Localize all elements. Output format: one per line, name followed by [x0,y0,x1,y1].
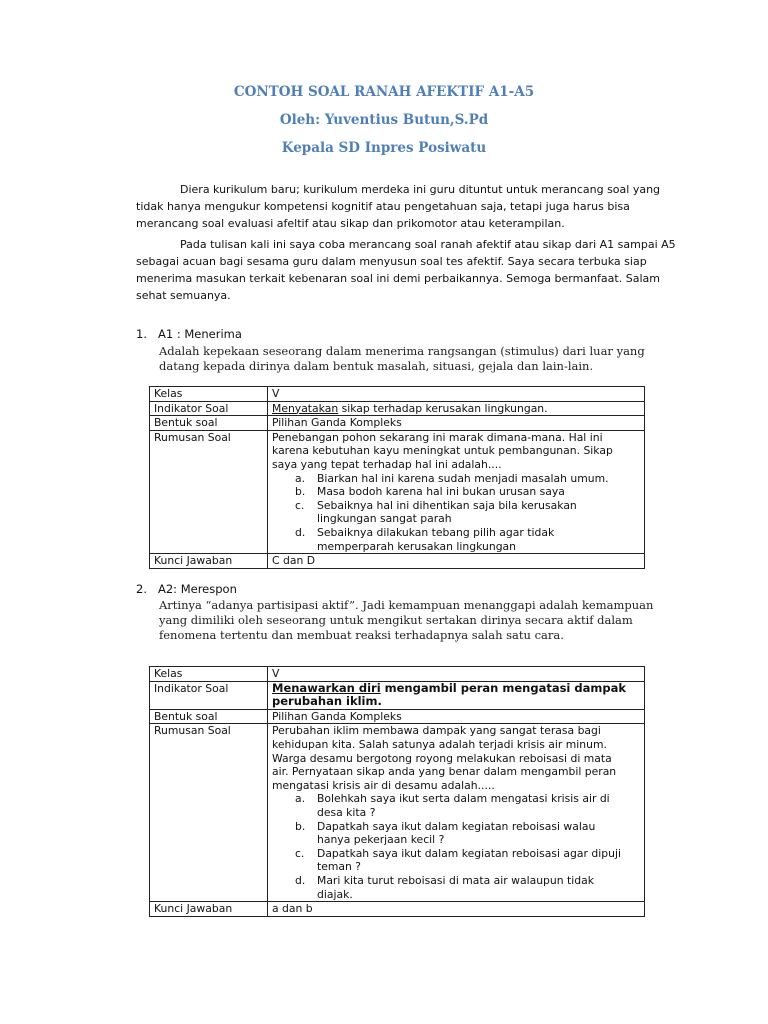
document-title: CONTOH SOAL RANAH AFEKTIF A1-A5 [233,84,535,100]
option-text: Dapatkah saya ikut dalam kegiatan reboisasi agar dipuji [317,846,621,860]
question-line: kehidupan kita. Salah satunya adalah terjadi krisis air minum. [272,737,607,751]
description-line: Adalah kepekaan seseorang dalam menerima rangsangan (stimulus) dari luar yang [159,344,645,358]
option-text: Biarkan hal ini karena sudah menjadi masalah umum. [317,471,609,485]
question-line: Warga desamu bergotong royong melakukan reboisasi di mata [272,751,612,765]
question-line: saya yang tepat terhadap hal ini adalah.... [272,457,502,471]
description-line: yang dimiliki oleh seseorang untuk mengikut sertakan dirinya secara aktif dalam [159,613,633,627]
section-description-a2 [159,598,659,643]
answer-option-c [272,847,640,874]
table-row [150,416,645,431]
option-text: diajak. [317,887,353,901]
kunci-value: C dan D [268,554,645,569]
option-label: b. [295,819,306,833]
kelas-label: Kelas [150,387,268,402]
indikator-text: sikap terhadap kerusakan lingkungan. [338,401,548,415]
table-row [150,401,645,416]
option-text: Sebaiknya hal ini dihentikan saja bila kerusakan [317,498,577,512]
bentuk-label: Bentuk soal [150,709,268,724]
table-row [150,902,645,917]
option-label: c. [295,846,305,860]
table-row [150,681,645,709]
paragraph-line: sehat semuanya. [136,289,231,302]
author-position: Kepala SD Inpres Posiwatu [281,140,487,156]
option-text: Bolehkah saya ikut serta dalam mengatasi krisis air di [317,792,610,806]
description-line: fenomena tertentu dan membuat reaksi terhadapnya salah satu cara. [159,628,564,642]
paragraph-line: Pada tulisan kali ini saya coba merancang soal ranah afektif atau sikap dari A1 sampai A5 [180,238,676,251]
option-text: memperparah kerusakan lingkungan [317,539,517,553]
table-row [150,724,645,902]
section-number: 2. [136,582,147,596]
answer-option-b [272,485,640,499]
option-text: lingkungan sangat parah [317,512,452,526]
option-text: teman ? [317,860,362,874]
intro-paragraph-1 [136,181,661,232]
indikator-text: mengambil peran mengatasi dampak [380,680,626,695]
kunci-label: Kunci Jawaban [150,902,268,917]
indikator-label: Indikator Soal [150,681,268,709]
indikator-verb: Menyatakan [272,401,339,415]
question-line: karena kebutuhan kayu meningkat untuk pembangunan. Sikap [272,444,613,458]
question-line: Penebangan pohon sekarang ini marak dimana-mana. Hal ini [272,430,603,444]
option-text: Sebaiknya dilakukan tebang pilih agar tidak [317,525,555,539]
rumusan-value [268,430,645,553]
kunci-label: Kunci Jawaban [150,554,268,569]
option-label: c. [295,498,305,512]
indikator-text: perubahan iklim. [272,694,382,709]
option-text: Masa bodoh karena hal ini bukan urusan saya [317,485,565,499]
answer-option-a [272,792,640,819]
paragraph-line: Diera kurikulum baru; kurikulum merdeka ini guru dituntut untuk merancang soal yang [180,183,661,196]
answer-option-a [272,472,640,486]
author-line: Oleh: Yuventius Butun,S.Pd [279,112,489,128]
option-text: Mari kita turut reboisasi di mata air walaupun tidak [317,873,594,887]
option-label: d. [295,873,306,887]
answer-option-b [272,820,640,847]
question-line: air. Pernyataan sikap anda yang benar dalam mengambil peran [272,765,617,779]
question-line: Perubahan iklim membawa dampak yang sangat terasa bagi [272,724,601,738]
intro-paragraph-2 [136,236,676,304]
indikator-value [268,681,645,709]
bentuk-value: Pilihan Ganda Kompleks [268,416,645,431]
answer-option-c [272,499,640,526]
kelas-value: V [268,387,645,402]
option-label: d. [295,525,306,539]
paragraph-line: tidak hanya mengukur kompetensi kognitif atau pengetahuan saja, tetapi juga harus bisa [136,200,630,213]
question-table-a2 [149,666,645,917]
option-label: a. [295,792,306,806]
section-number: 1. [136,327,147,341]
kelas-value: V [268,667,645,682]
bentuk-label: Bentuk soal [150,416,268,431]
paragraph-line: merancang soal evaluasi afeltif atau sikap dan prikomotor atau keterampilan. [136,217,565,230]
description-line: datang kepada dirinya dalam bentuk masalah, situasi, gejala dan lain-lain. [159,359,594,373]
table-row [150,430,645,553]
description-line: Artinya “adanya partisipasi aktif”. Jadi kemampuan menanggapi adalah kemampuan [159,598,654,612]
section-title: A2: Merespon [158,582,237,596]
table-row [150,387,645,402]
indikator-value [268,401,645,416]
question-line: mengatasi krisis air di desamu adalah..... [272,778,495,792]
paragraph-line: sebagai acuan bagi sesama guru dalam menyusun soal tes afektif. Saya secara terbuka siap [136,255,647,268]
option-label: b. [295,485,306,499]
kunci-value: a dan b [268,902,645,917]
rumusan-value [268,724,645,902]
table-row [150,554,645,569]
option-label: a. [295,471,306,485]
table-row [150,709,645,724]
section-description-a1 [159,344,659,374]
paragraph-line: menerima masukan terkait kebenaran soal ini demi perbaikannya. Semoga bermanfaat. Salam [136,272,660,285]
option-text: hanya pekerjaan kecil ? [317,833,445,847]
answer-option-d [272,874,640,901]
indikator-verb: Menawarkan diri [272,680,381,695]
rumusan-label: Rumusan Soal [150,724,268,902]
question-table-a1 [149,386,645,569]
rumusan-label: Rumusan Soal [150,430,268,553]
answer-option-d [272,526,640,553]
table-row [150,667,645,682]
bentuk-value: Pilihan Ganda Kompleks [268,709,645,724]
option-text: desa kita ? [317,805,376,819]
option-text: Dapatkah saya ikut dalam kegiatan reboisasi walau [317,819,596,833]
indikator-label: Indikator Soal [150,401,268,416]
kelas-label: Kelas [150,667,268,682]
section-title: A1 : Menerima [158,327,242,341]
